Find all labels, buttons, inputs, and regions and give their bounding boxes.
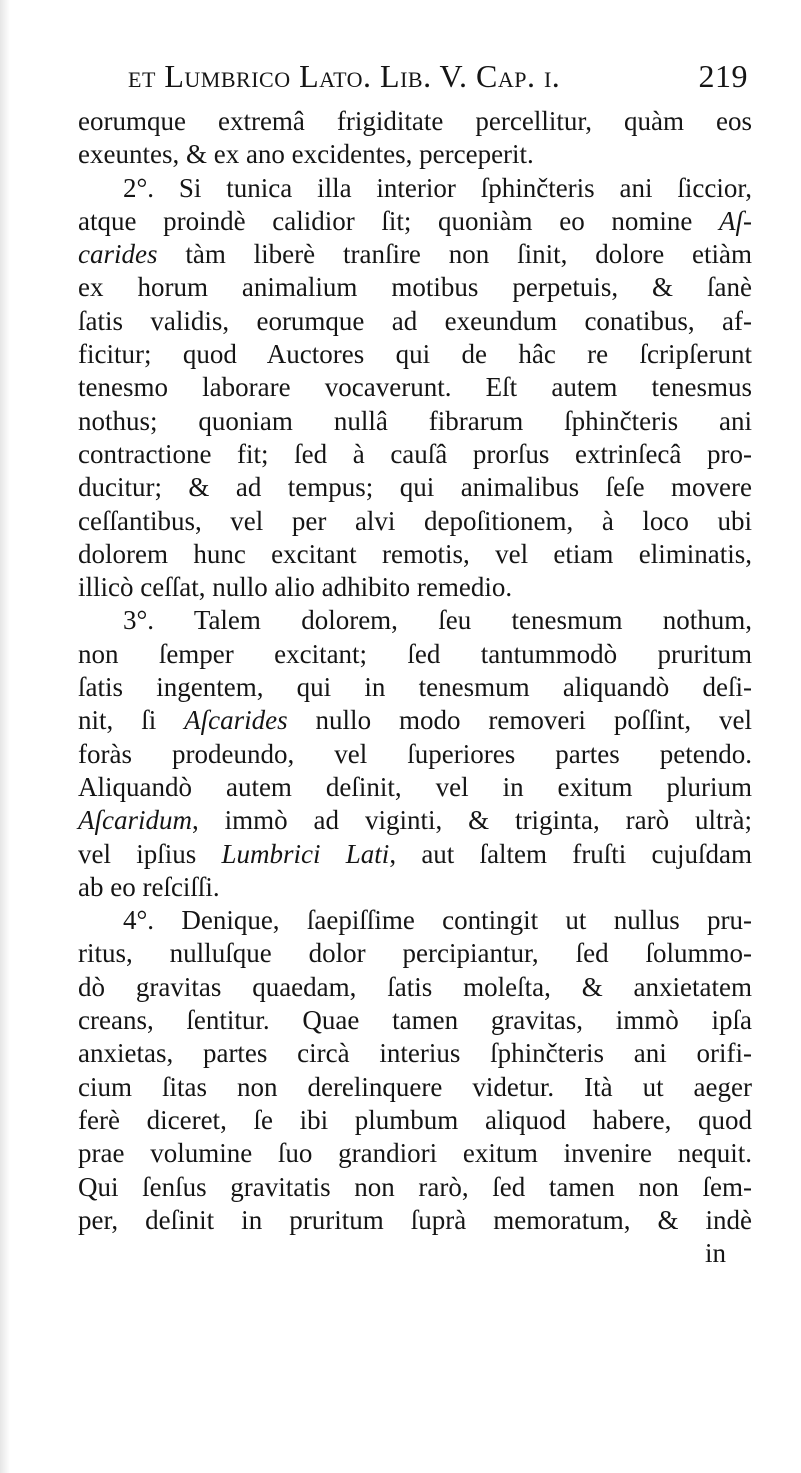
text-segment: Qui ſenſus gravitatis non rarò, ſed tamen non ſem- (78, 1171, 752, 1202)
text-line (78, 471, 752, 504)
text-line (78, 638, 752, 671)
text-segment: foràs prodeundo, vel ſuperiores partes petendo. (78, 738, 752, 769)
text-line (78, 604, 752, 637)
text-segment: in (704, 1238, 726, 1269)
text-line (78, 771, 752, 804)
text-segment: anxietas, partes circà interius ſphinčteris ani orifi- (78, 1038, 752, 1069)
body-text (78, 105, 752, 1270)
text-line (78, 937, 752, 970)
text-segment: ritus, nulluſque dolor percipiantur, ſed ſolummo- (78, 938, 752, 969)
text-line (78, 1104, 752, 1137)
text-segment: 4°. Denique, ſaepiſſime contingit ut nullus pru- (123, 905, 752, 936)
text-segment: nullo modo removeri poſſint, vel (287, 705, 753, 736)
text-line (78, 804, 752, 837)
text-segment: 2°. Si tunica illa interior ſphinčteris ani ſiccior, (123, 172, 752, 203)
text-line (78, 505, 752, 538)
text-line (78, 238, 752, 271)
text-line (78, 205, 752, 238)
text-segment: ferè diceret, ſe ibi plumbum aliquod habere, quod (78, 1104, 752, 1135)
text-segment: ſatis validis, eorumque ad exeundum conatibus, af- (78, 305, 752, 336)
text-segment: , aut ſaltem fruſti cujuſdam (389, 838, 753, 869)
text-line (78, 1037, 752, 1070)
text-line (78, 871, 752, 904)
running-title: et Lumbrico Lato. Lib. V. Cap. i. (128, 58, 561, 94)
text-segment: 3°. Talem dolorem, ſeu tenesmum nothum, (123, 605, 752, 636)
text-segment: ducitur; & ad tempus; qui animalibus ſeſe movere (78, 472, 752, 503)
text-line (78, 305, 752, 338)
text-segment: ceſſantibus, vel per alvi depoſitionem, à loco ubi (78, 505, 752, 536)
text-segment: ab eo reſciſſi. (78, 871, 220, 902)
text-line (78, 1004, 752, 1037)
text-line (78, 172, 752, 205)
catchword (78, 1237, 752, 1270)
text-segment: creans, ſentitur. Quae tamen gravitas, immò ipſa (78, 1005, 752, 1036)
text-segment: eorumque extremâ frigiditate percellitur, quàm eos (78, 106, 752, 136)
text-segment: exeuntes, & ex ano excidentes, perceperit. (78, 139, 534, 170)
text-line (78, 838, 752, 871)
italic-term: Aſcarides (184, 705, 288, 736)
text-line (78, 105, 752, 138)
text-segment: contractione fit; ſed à cauſâ prorſus extrinſecâ pro- (78, 438, 752, 469)
text-segment: ficitur; quod Auctores qui de hâc re ſcripſerunt (78, 339, 752, 370)
text-segment: non ſemper excitant; ſed tantummodò pruritum (78, 638, 752, 669)
text-segment: cium ſitas non derelinquere videtur. Ità ut aeger (78, 1071, 752, 1102)
text-line (78, 704, 752, 737)
text-line (78, 271, 752, 304)
page-header (128, 58, 748, 98)
italic-term: Lumbrici Lati (221, 838, 390, 869)
text-segment: ſatis ingentem, qui in tenesmum aliquandò deſi- (78, 672, 752, 703)
page-number: 219 (698, 58, 748, 94)
text-line (78, 438, 752, 471)
text-segment: , immò ad viginti, & triginta, rarò ultrà; (192, 805, 752, 836)
text-line (78, 538, 752, 571)
text-line (78, 971, 752, 1004)
text-segment: tàm liberè tranſire non ſinit, dolore etiàm (157, 239, 752, 270)
text-line (78, 1204, 752, 1237)
italic-term: Aſ- (719, 205, 752, 236)
text-segment: prae volumine ſuo grandiori exitum invenire nequit. (78, 1138, 752, 1169)
text-segment: dolorem hunc excitant remotis, vel etiam eliminatis, (78, 538, 752, 569)
text-segment: vel ipſius (78, 838, 222, 869)
text-segment: per, deſinit in pruritum ſuprà memoratum, & indè (78, 1204, 752, 1235)
text-line (78, 1171, 752, 1204)
text-line (78, 338, 752, 371)
text-segment: illicò ceſſat, nullo alio adhibito remedio. (78, 572, 513, 603)
text-segment: nothus; quoniam nullâ fibrarum ſphinčteris ani (78, 405, 752, 436)
text-segment: ex horum animalium motibus perpetuis, & ſanè (78, 272, 752, 303)
text-segment: tenesmo laborare vocaverunt. Eſt autem tenesmus (78, 372, 752, 403)
page-gutter-shadow (0, 0, 10, 1473)
text-line (78, 1071, 752, 1104)
italic-term: Aſcaridum (78, 805, 192, 836)
text-line (78, 371, 752, 404)
text-line (78, 738, 752, 771)
italic-term: carides (78, 239, 158, 270)
text-line (78, 571, 752, 604)
text-line (78, 904, 752, 937)
text-segment: dò gravitas quaedam, ſatis moleſta, & anxietatem (78, 971, 752, 1002)
text-line (78, 138, 752, 171)
text-segment: Aliquandò autem deſinit, vel in exitum plurium (78, 771, 752, 802)
text-segment: atque proindè calidior ſit; quoniàm eo nomine (78, 205, 719, 236)
text-line (78, 405, 752, 438)
text-line (78, 671, 752, 704)
text-line (78, 1137, 752, 1170)
text-segment: nit, ſi (78, 705, 185, 736)
